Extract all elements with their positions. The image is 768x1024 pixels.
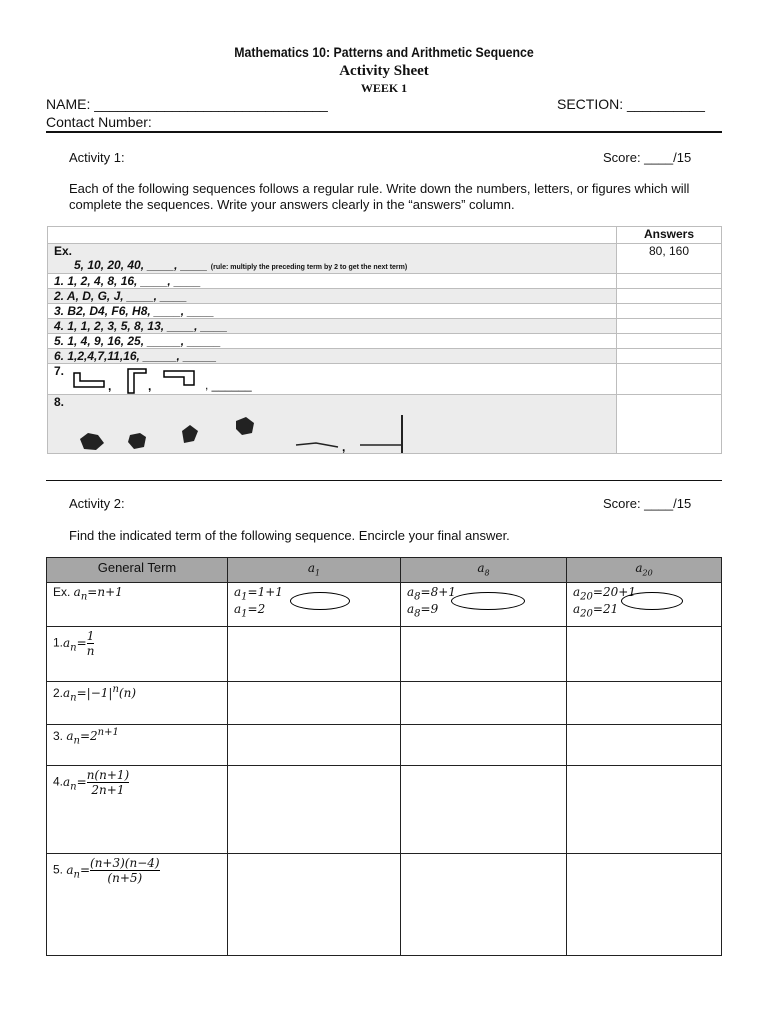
answer-cell-2[interactable]: [617, 289, 722, 304]
answer-3-a20[interactable]: [567, 725, 722, 766]
contact-field[interactable]: Contact Number:: [46, 114, 152, 130]
answer-1-a1[interactable]: [228, 627, 401, 682]
answer-cell-5[interactable]: [617, 334, 722, 349]
figure-sequence-icon: [70, 365, 290, 395]
sequence-item-2: 2. A, D, G, J, ____, ____: [48, 289, 617, 304]
term-row-4: $4.a_n=$ $\frac{n(n+1)}{2n+1}$: [47, 766, 228, 854]
col-general-term: General Term: [47, 558, 228, 583]
answer-1-a20[interactable]: [567, 627, 722, 682]
col-a8: $a_8$: [401, 558, 567, 583]
answer-cell-7[interactable]: [617, 364, 722, 395]
answer-2-a8[interactable]: [401, 682, 567, 725]
svg-text:,: ,: [342, 440, 346, 453]
term-row-3: 3. $a_n=2^{n+1}$: [47, 725, 228, 766]
answer-1-a8[interactable]: [401, 627, 567, 682]
encircle-icon: [451, 592, 525, 610]
activity1-table: [47, 226, 722, 454]
encircle-icon: [290, 592, 350, 610]
answer-5-a20[interactable]: [567, 854, 722, 956]
worksheet-subtitle: Activity Sheet: [339, 63, 429, 79]
svg-text:,: ,: [108, 379, 112, 393]
example-sequence: 5, 10, 20, 40, ____, ____: [74, 258, 208, 272]
item7-label: 7.: [54, 364, 65, 378]
example-row: [48, 244, 617, 274]
blob-figures-icon: [48, 395, 428, 453]
answer-cell-3[interactable]: [617, 304, 722, 319]
term-row-5: 5. $a_n=$ $\frac{(n+3)(n-4)}{(n+5)}$: [47, 854, 228, 956]
activity2-instructions: Find the indicated term of the following sequence. Encircle your final answer.: [69, 528, 510, 543]
answer-cell-6[interactable]: [617, 349, 722, 364]
sequence-item-3: 3. B2, D4, F6, H8, ____, ____: [48, 304, 617, 319]
sequence-item-7: [48, 364, 617, 395]
week-label: WEEK 1: [360, 81, 408, 95]
answer-4-a8[interactable]: [401, 766, 567, 854]
col-a1: $a_1$: [228, 558, 401, 583]
answers-header: Answers: [617, 227, 722, 244]
sequence-item-8: [48, 395, 617, 454]
worksheet-title: Mathematics 10: Patterns and Arithmetic Sequence: [234, 44, 534, 60]
term-row-1: $1.a_n=$ $\frac{1}{n}$: [47, 627, 228, 682]
answer-4-a1[interactable]: [228, 766, 401, 854]
answer-4-a20[interactable]: [567, 766, 722, 854]
section-divider: [46, 480, 722, 481]
name-field[interactable]: NAME: ______________________________: [46, 96, 328, 112]
sequence-item-4: 4. 1, 1, 2, 3, 5, 8, 13, ____, ____: [48, 319, 617, 334]
activity1-label: Activity 1:: [69, 150, 125, 165]
example-a1: $a_1=1+1$ $a_1=2$: [228, 583, 401, 627]
example-answer: 80, 160: [617, 244, 722, 274]
sequence-item-6: 6. 1,2,4,7,11,16, _____, _____: [48, 349, 617, 364]
example-a20: $a_{20}=20+1$ $a_{20}=21$: [567, 583, 722, 627]
answer-3-a8[interactable]: [401, 725, 567, 766]
example-rule: (rule: multiply the preceding term by 2 to get the next term): [210, 264, 408, 271]
col-a20: $a_{20}$: [567, 558, 722, 583]
activity1-instructions: Each of the following sequences follows a regular rule. Write down the numbers, letters, or figures which will complete the sequences. Write your answers clearly in the “answers” column.: [69, 181, 690, 212]
sequence-item-5: 5. 1, 4, 9, 16, 25, _____, _____: [48, 334, 617, 349]
encircle-icon: [621, 592, 683, 610]
activity2-score: Score: ____/15: [603, 496, 692, 511]
svg-text:,: ,: [148, 379, 152, 393]
example-term: Ex. $a_n=n+1$: [47, 583, 228, 627]
activity2-label: Activity 2:: [69, 496, 125, 511]
answer-2-a1[interactable]: [228, 682, 401, 725]
answer-cell-1[interactable]: [617, 274, 722, 289]
answer-3-a1[interactable]: [228, 725, 401, 766]
example-label: Ex.: [54, 244, 73, 258]
sequence-item-1: 1. 1, 2, 4, 8, 16, ____, ____: [48, 274, 617, 289]
example-a8: $a_8=8+1$ $a_8=9$: [401, 583, 567, 627]
section-field[interactable]: SECTION: __________: [557, 96, 705, 112]
activity2-table: [46, 557, 722, 956]
answer-cell-4[interactable]: [617, 319, 722, 334]
item8-label: 8.: [54, 395, 65, 409]
header-divider: [46, 131, 722, 133]
answer-2-a20[interactable]: [567, 682, 722, 725]
answer-5-a1[interactable]: [228, 854, 401, 956]
term-row-2: $2.a_n=|-1|^n(n)$: [47, 682, 228, 725]
item7-blank: , ______: [205, 378, 252, 392]
activity1-score: Score: ____/15: [603, 150, 692, 165]
answer-5-a8[interactable]: [401, 854, 567, 956]
answer-cell-8[interactable]: [617, 395, 722, 454]
